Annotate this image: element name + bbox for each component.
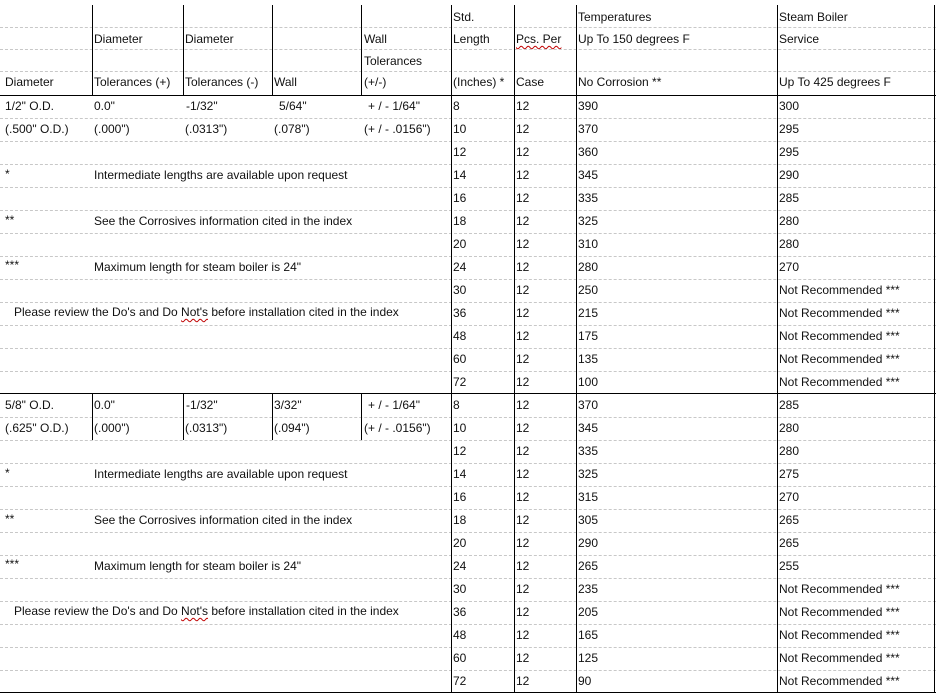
review-note-flagged-word: Not's [181,604,209,618]
temperature-cell: 335 [578,444,599,458]
steam-service-cell: Not Recommended *** [779,375,900,389]
row-gridline [0,187,936,188]
temperature-cell: 370 [578,398,599,412]
review-note-start: Please review the Do's and Do [14,305,182,319]
wall-tol-decimal: (+ / - .0156") [364,122,431,136]
pcs-cell: 12 [516,490,530,504]
wall-decimal: (.078") [274,122,310,136]
wall-value: 5/64" [279,99,307,113]
header-tol-plus: Tolerances (+) [94,75,171,89]
length-cell: 12 [453,145,467,159]
pcs-cell: 12 [516,168,530,182]
review-note-flagged-word: Not's [181,305,209,319]
column-gridline [514,5,515,692]
steam-service-cell: 275 [779,467,800,481]
pcs-cell: 12 [516,122,530,136]
note-text-1: Intermediate lengths are available upon request [94,467,348,481]
row-gridline [0,417,936,418]
steam-service-cell: 265 [779,513,800,527]
wall-tol-value: + / - 1/64" [368,99,420,113]
temperature-cell: 305 [578,513,599,527]
row-gridline [0,463,936,464]
header-diameter: Diameter [5,75,54,89]
temperature-cell: 390 [578,99,599,113]
header-diameter-tol-minus: Diameter [185,32,234,46]
length-cell: 12 [453,444,467,458]
temperature-cell: 290 [578,536,599,550]
steam-service-cell: Not Recommended *** [779,329,900,343]
length-cell: 18 [453,214,467,228]
row-gridline [0,440,936,441]
length-cell: 24 [453,260,467,274]
column-gridline [361,5,362,95]
steam-service-cell: 255 [779,559,800,573]
note-marker-1: * [5,466,10,480]
column-gridline [361,393,362,440]
note-marker-2: ** [5,512,15,526]
length-cell: 10 [453,421,467,435]
temperature-cell: 100 [578,375,599,389]
tol-plus-decimal: (.000") [94,122,130,136]
header-service: Service [779,32,820,46]
note-text-2: See the Corrosives information cited in the index [94,214,353,228]
note-text-1: Intermediate lengths are available upon request [94,168,348,182]
steam-service-cell: 300 [779,99,800,113]
tol-minus-decimal: (.0313") [185,122,228,136]
header-steam-boiler: Steam Boiler [779,10,848,24]
column-gridline [272,5,273,95]
steam-service-cell: Not Recommended *** [779,674,900,688]
pcs-cell: 12 [516,467,530,481]
steam-service-cell: 285 [779,398,800,412]
section-border [0,692,936,693]
steam-service-cell: 295 [779,145,800,159]
temperature-cell: 325 [578,214,599,228]
pcs-cell: 12 [516,352,530,366]
pcs-cell: 12 [516,214,530,228]
header-wall-tol: Wall [364,32,387,46]
header-length: Length [453,32,490,46]
pcs-cell: 12 [516,375,530,389]
pcs-cell: 12 [516,444,530,458]
header-up-to-150: Up To 150 degrees F [578,32,690,46]
temperature-cell: 90 [578,674,592,688]
length-cell: 36 [453,605,467,619]
row-gridline [0,256,936,257]
steam-service-cell: 270 [779,260,800,274]
row-gridline [0,532,936,533]
pcs-cell: 12 [516,559,530,573]
wall-tol-decimal: (+ / - .0156") [364,421,431,435]
temperature-cell: 370 [578,122,599,136]
header-diameter-tol-plus: Diameter [94,32,143,46]
temperature-cell: 135 [578,352,599,366]
row-gridline [0,27,936,28]
row-gridline [0,647,936,648]
length-cell: 72 [453,375,467,389]
length-cell: 8 [453,398,460,412]
pcs-cell: 12 [516,191,530,205]
header-inches: (Inches) * [453,75,505,89]
length-cell: 14 [453,168,467,182]
tol-minus-decimal: (.0313") [185,421,228,435]
steam-service-cell: 280 [779,237,800,251]
pcs-cell: 12 [516,283,530,297]
length-cell: 20 [453,536,467,550]
temperature-cell: 325 [578,467,599,481]
row-gridline [0,486,936,487]
tol-plus-decimal: (.000") [94,421,130,435]
temperature-cell: 235 [578,582,599,596]
note-marker-1: * [5,167,10,181]
note-marker-3: *** [5,258,20,272]
tol-minus-value: -1/32" [186,398,218,412]
size-od: 1/2" O.D. [5,99,54,113]
temperature-cell: 310 [578,237,599,251]
pcs-cell: 12 [516,237,530,251]
size-od-decimal: (.500" O.D.) [5,122,69,136]
steam-service-cell: Not Recommended *** [779,582,900,596]
temperature-cell: 125 [578,651,599,665]
column-gridline [92,393,93,440]
row-gridline [0,279,936,280]
temperature-cell: 250 [578,283,599,297]
row-gridline [0,141,936,142]
temperature-cell: 335 [578,191,599,205]
length-cell: 60 [453,651,467,665]
temperature-cell: 315 [578,490,599,504]
length-cell: 72 [453,674,467,688]
header-temperatures: Temperatures [578,10,652,24]
steam-service-cell: Not Recommended *** [779,283,900,297]
column-gridline [183,393,184,440]
column-gridline [576,5,577,692]
length-cell: 36 [453,306,467,320]
section-border [0,95,936,96]
size-od: 5/8" O.D. [5,398,54,412]
header-case: Case [516,75,545,89]
steam-service-cell: 290 [779,168,800,182]
length-cell: 14 [453,467,467,481]
row-gridline [0,555,936,556]
temperature-cell: 280 [578,260,599,274]
tol-minus-value: -1/32" [186,99,218,113]
review-note [14,305,399,319]
row-gridline [0,49,936,50]
pcs-cell: 12 [516,260,530,274]
pcs-cell: 12 [516,421,530,435]
row-gridline [0,71,936,72]
header-no-corrosion: No Corrosion ** [578,75,662,89]
column-gridline [934,5,935,692]
row-gridline [0,601,936,602]
length-cell: 30 [453,582,467,596]
steam-service-cell: Not Recommended *** [779,605,900,619]
steam-service-cell: 295 [779,122,800,136]
pcs-cell: 12 [516,306,530,320]
pcs-cell: 12 [516,145,530,159]
note-marker-2: ** [5,213,15,227]
row-gridline [0,509,936,510]
column-gridline [183,5,184,95]
length-cell: 8 [453,99,460,113]
length-cell: 16 [453,490,467,504]
row-gridline [0,325,936,326]
steam-service-cell: 280 [779,444,800,458]
note-text-2: See the Corrosives information cited in the index [94,513,353,527]
size-od-decimal: (.625" O.D.) [5,421,69,435]
temperature-cell: 175 [578,329,599,343]
steam-service-cell: 280 [779,214,800,228]
section-border [0,393,936,394]
steam-service-cell: Not Recommended *** [779,306,900,320]
row-gridline [0,210,936,211]
pcs-cell: 12 [516,536,530,550]
steam-service-cell: Not Recommended *** [779,651,900,665]
temperature-cell: 165 [578,628,599,642]
tol-plus-value: 0.0" [94,99,115,113]
review-note [14,604,399,618]
tol-plus-value: 0.0" [94,398,115,412]
steam-service-cell: Not Recommended *** [779,352,900,366]
steam-service-cell: 280 [779,421,800,435]
row-gridline [0,233,936,234]
length-cell: 20 [453,237,467,251]
pcs-cell: 12 [516,329,530,343]
length-cell: 48 [453,329,467,343]
header-std: Std. [453,10,475,24]
temperature-cell: 205 [578,605,599,619]
header-up-to-425: Up To 425 degrees F [779,75,891,89]
review-note-end: before installation cited in the index [208,305,399,319]
row-gridline [0,624,936,625]
row-gridline [0,302,936,303]
row-gridline [0,578,936,579]
note-text-3: Maximum length for steam boiler is 24" [94,559,302,573]
pcs-cell: 12 [516,398,530,412]
temperature-cell: 265 [578,559,599,573]
wall-decimal: (.094") [274,421,310,435]
row-gridline [0,118,936,119]
row-gridline [0,164,936,165]
length-cell: 10 [453,122,467,136]
pcs-cell: 12 [516,674,530,688]
pcs-cell: 12 [516,628,530,642]
pcs-cell: 12 [516,513,530,527]
wall-tol-value: + / - 1/64" [368,398,420,412]
header-plus-minus: (+/-) [364,75,387,89]
pcs-cell: 12 [516,99,530,113]
temperature-cell: 360 [578,145,599,159]
row-gridline [0,348,936,349]
temperature-cell: 345 [578,168,599,182]
column-gridline [92,5,93,95]
row-gridline [0,371,936,372]
review-note-end: before installation cited in the index [208,604,399,618]
header-tol-minus: Tolerances (-) [185,75,259,89]
temperature-cell: 345 [578,421,599,435]
length-cell: 60 [453,352,467,366]
header-pcs-per: Pcs. Per [516,32,562,46]
steam-service-cell: Not Recommended *** [779,628,900,642]
length-cell: 30 [453,283,467,297]
pcs-cell: 12 [516,651,530,665]
pcs-cell: 12 [516,582,530,596]
length-cell: 18 [453,513,467,527]
steam-service-cell: 270 [779,490,800,504]
header-tolerances: Tolerances [364,54,423,68]
wall-value: 3/32" [274,398,302,412]
length-cell: 48 [453,628,467,642]
note-text-3: Maximum length for steam boiler is 24" [94,260,302,274]
header-wall: Wall [274,75,297,89]
note-marker-3: *** [5,557,20,571]
row-gridline [0,670,936,671]
column-gridline [451,5,452,692]
column-gridline [777,5,778,692]
pcs-cell: 12 [516,605,530,619]
review-note-start: Please review the Do's and Do [14,604,182,618]
column-gridline [272,393,273,440]
steam-service-cell: 265 [779,536,800,550]
length-cell: 16 [453,191,467,205]
temperature-cell: 215 [578,306,599,320]
length-cell: 24 [453,559,467,573]
steam-service-cell: 285 [779,191,800,205]
